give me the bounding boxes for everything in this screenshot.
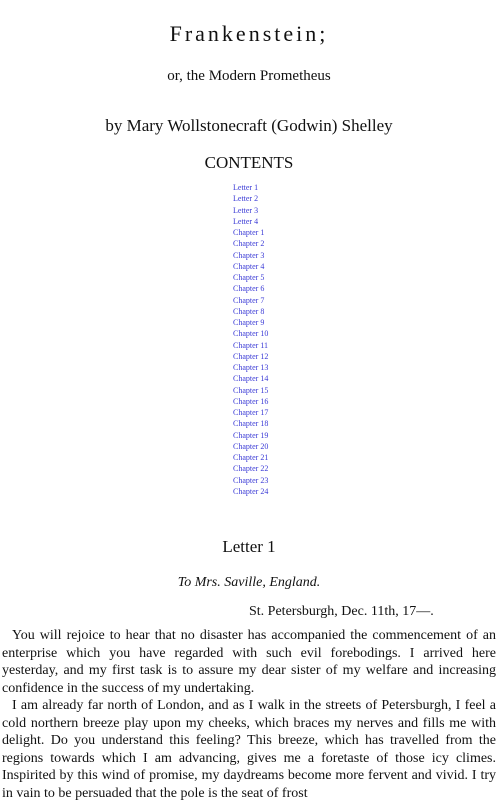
body-paragraph: I am already far north of London, and as I walk in the streets of Petersburgh, I feel a cold northern breeze play upon my cheeks, which braces my nerves and fills me with delight. Do you understand this feeling? This breeze, which has travelled from the regions towards which I am advancing, gives me a foretaste of those icy climes. Inspirited by this wind of promise, my daydreams become more fervent and vivid. I try in vain to be persuaded that the pole is the seat of frost (2, 698, 496, 801)
toc-link-chapter-20[interactable]: Chapter 20 (233, 441, 269, 451)
book-subtitle: or, the Modern Prometheus (167, 68, 331, 84)
toc-item (233, 227, 496, 238)
toc-item (233, 250, 496, 261)
toc-link-chapter-1[interactable]: Chapter 1 (233, 228, 265, 237)
toc-item (233, 441, 496, 452)
letter-addressee: To Mrs. Saville, England. (177, 575, 321, 590)
toc-item (233, 486, 496, 497)
toc-item (233, 396, 496, 407)
toc-link-chapter-2[interactable]: Chapter 2 (233, 239, 265, 249)
toc-link-chapter-15[interactable]: Chapter 15 (233, 385, 269, 395)
toc-link-chapter-12[interactable]: Chapter 12 (233, 351, 269, 361)
toc-link-chapter-17[interactable]: Chapter 17 (233, 408, 269, 417)
toc-item (233, 216, 496, 227)
toc-item (233, 306, 496, 317)
toc-link-chapter-22[interactable]: Chapter 22 (233, 464, 269, 474)
toc-link-chapter-19[interactable]: Chapter 19 (233, 430, 269, 440)
toc-link-chapter-16[interactable]: Chapter 16 (233, 396, 269, 406)
toc-item (233, 452, 496, 463)
toc-link-chapter-5[interactable]: Chapter 5 (233, 273, 265, 282)
toc-link-chapter-9[interactable]: Chapter 9 (233, 318, 265, 327)
toc-item (233, 205, 496, 216)
toc-link-chapter-13[interactable]: Chapter 13 (233, 363, 269, 372)
toc-link-letter-2[interactable]: Letter 2 (233, 194, 259, 204)
book-title: Frankenstein; (169, 21, 329, 46)
toc-link-chapter-8[interactable]: Chapter 8 (233, 306, 265, 316)
toc-link-chapter-4[interactable]: Chapter 4 (233, 261, 265, 271)
toc-link-chapter-6[interactable]: Chapter 6 (233, 284, 265, 294)
toc-item (233, 238, 496, 249)
toc-item (233, 430, 496, 441)
toc-link-chapter-24[interactable]: Chapter 24 (233, 486, 269, 496)
toc-item (233, 385, 496, 396)
toc-item (233, 418, 496, 429)
letter-dateline: St. Petersburgh, Dec. 11th, 17—. (249, 604, 434, 619)
toc-item (233, 328, 496, 339)
toc-link-chapter-23[interactable]: Chapter 23 (233, 475, 269, 485)
toc-item (233, 407, 496, 418)
toc-item (233, 475, 496, 486)
toc-link-chapter-11[interactable]: Chapter 11 (233, 340, 269, 350)
toc-item (233, 362, 496, 373)
toc-item (233, 295, 496, 306)
toc-link-chapter-21[interactable]: Chapter 21 (233, 453, 269, 462)
table-of-contents (2, 173, 496, 497)
contents-heading: CONTENTS (204, 153, 294, 172)
toc-link-chapter-10[interactable]: Chapter 10 (233, 329, 269, 339)
body-paragraph: You will rejoice to hear that no disaster has accompanied the commencement of an enterprise which you have regarded with such evil forebodings. I arrived here yesterday, and my first task is to assure my dear sister of my welfare and increasing confidence in the success of my undertaking. (2, 628, 496, 696)
toc-link-chapter-14[interactable]: Chapter 14 (233, 374, 269, 384)
toc-item (233, 272, 496, 283)
toc-link-chapter-18[interactable]: Chapter 18 (233, 419, 269, 429)
toc-item (233, 340, 496, 351)
toc-item (233, 351, 496, 362)
toc-item (233, 182, 496, 193)
toc-item (233, 373, 496, 384)
toc-item (233, 193, 496, 204)
toc-link-letter-3[interactable]: Letter 3 (233, 205, 259, 215)
book-author: by Mary Wollstonecraft (Godwin) Shelley (105, 116, 393, 135)
toc-item (233, 317, 496, 328)
letter-heading: Letter 1 (222, 537, 276, 556)
toc-item (233, 261, 496, 272)
toc-item (233, 283, 496, 294)
toc-item (233, 463, 496, 474)
toc-link-letter-1[interactable]: Letter 1 (233, 183, 259, 192)
toc-link-letter-4[interactable]: Letter 4 (233, 216, 259, 226)
toc-link-chapter-7[interactable]: Chapter 7 (233, 295, 265, 305)
toc-link-chapter-3[interactable]: Chapter 3 (233, 250, 265, 260)
